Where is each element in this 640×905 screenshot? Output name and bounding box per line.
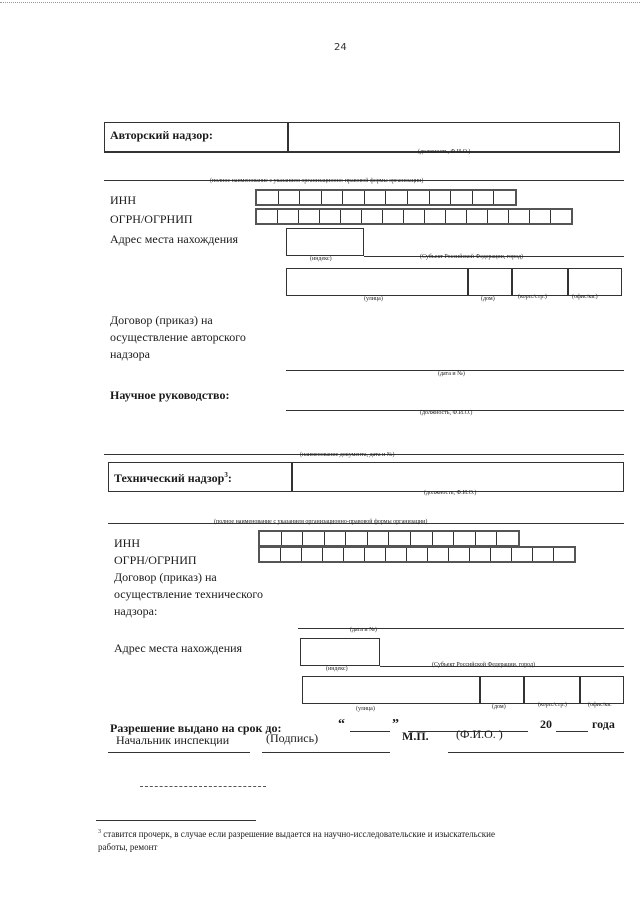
tech-contract-line1: Договор (приказ) на <box>114 570 217 584</box>
tech-date-line[interactable] <box>298 628 624 629</box>
tech-index-field[interactable] <box>300 638 380 666</box>
permit-quote-close: ” <box>392 717 399 732</box>
fio-label: (Ф.И.О. ) <box>456 727 503 741</box>
scan-edge <box>0 2 640 3</box>
tech-footnote-mark: 3 <box>224 471 228 479</box>
author-ogrn-label: ОГРН/ОГРНИП <box>110 212 193 226</box>
fio-line[interactable] <box>448 752 624 753</box>
author-house-field[interactable] <box>468 268 512 296</box>
author-office-field[interactable] <box>568 268 622 296</box>
caption-tech-house: (дом) <box>492 704 506 710</box>
caption-tech-corp: (корп./стр.) <box>538 702 567 708</box>
tech-address-label: Адрес места нахождения <box>114 641 243 655</box>
tech-house-field[interactable] <box>480 676 524 704</box>
tech-ogrn-label: ОГРН/ОГРНИП <box>114 553 197 567</box>
tech-position-field[interactable] <box>292 462 624 492</box>
author-inn-cells[interactable] <box>255 189 517 206</box>
caption-org: (полное наименование с указанием организационно-правовой формы организации) <box>210 178 424 184</box>
caption-tech-index: (индекс) <box>326 666 348 672</box>
permit-year-suffix: года <box>592 717 615 731</box>
tech-title: Технический надзор$^3$: <box>114 471 232 485</box>
sign-label: (Подпись) <box>266 731 319 745</box>
caption-position: (должность, Ф.И.О.) <box>418 149 471 155</box>
caption-office: (офис/кв.) <box>572 294 598 300</box>
permit-year-line[interactable] <box>556 731 588 732</box>
permit-quote-open: “ <box>338 717 345 732</box>
caption-tech-position: (должность, Ф.И.О.) <box>424 490 477 496</box>
stamp-line <box>140 786 266 787</box>
tech-office-field[interactable] <box>580 676 624 704</box>
caption-tech-office: (офис/кв. <box>588 702 612 708</box>
footnote-line1: ставится прочерк, в случае если разрешение выдается на научно-исследовательские и изыскательские <box>101 829 495 839</box>
caption-tech-date: (дата и №) <box>350 627 377 633</box>
author-contract-line1: Договор (приказ) на <box>110 313 213 327</box>
footnote-separator <box>96 820 256 821</box>
caption-house: (дом) <box>481 296 495 302</box>
author-address-label: Адрес места нахождения <box>110 232 239 246</box>
chief-label: Начальник инспекции <box>116 733 230 747</box>
tech-contract-line3: надзора: <box>114 604 158 618</box>
author-corp-field[interactable] <box>512 268 568 296</box>
permit-label: Разрешение выдано на срок до: <box>110 721 282 735</box>
page-number: 24 <box>334 42 347 53</box>
tech-corp-field[interactable] <box>524 676 580 704</box>
author-ogrn-cells[interactable] <box>255 208 573 225</box>
caption-tech-subject: (Субъект Российской Федерации, город) <box>432 662 535 668</box>
tech-street-field[interactable] <box>302 676 480 704</box>
tech-ogrn-cells[interactable] <box>258 546 576 563</box>
footnote-mark: 3 <box>98 829 101 835</box>
caption-tech-street: (улица) <box>356 706 375 712</box>
science-title: Научное руководство: <box>110 388 230 402</box>
footnote <box>98 826 618 854</box>
tech-inn-label: ИНН <box>114 536 140 550</box>
caption-tech-org: (полное наименование с указанием организационно-правовой формы организации) <box>214 519 428 525</box>
author-contract-line2: осуществление авторского <box>110 330 246 344</box>
mp-label: М.П. <box>402 729 429 743</box>
author-inn-label: ИНН <box>110 193 136 207</box>
caption-corp: (корп./стр.) <box>518 294 547 300</box>
footnote-line2: работы, ремонт <box>98 842 158 852</box>
author-street-field[interactable] <box>286 268 468 296</box>
caption-street: (улица) <box>364 296 383 302</box>
caption-science-position: (должность, Ф.И.О.) <box>420 410 473 416</box>
author-index-field[interactable] <box>286 228 364 256</box>
sign-line[interactable] <box>262 752 390 753</box>
tech-inn-cells[interactable] <box>258 530 520 547</box>
chief-line <box>108 752 250 753</box>
tech-contract-line2: осуществление технического <box>114 587 263 601</box>
author-position-line <box>104 152 620 153</box>
permit-day-line[interactable] <box>350 731 390 732</box>
caption-index: (индекс) <box>310 256 332 262</box>
caption-subject: (Субъект Российской Федерации, город) <box>420 254 523 260</box>
caption-date: (дата и №) <box>438 371 465 377</box>
author-contract-line3: надзора <box>110 347 150 361</box>
author-title: Авторский надзор: <box>110 128 213 142</box>
permit-year-prefix: 20 <box>540 717 552 731</box>
author-position-field[interactable] <box>288 122 620 152</box>
caption-science-doc: (наименование документа, дата и №) <box>300 452 395 458</box>
